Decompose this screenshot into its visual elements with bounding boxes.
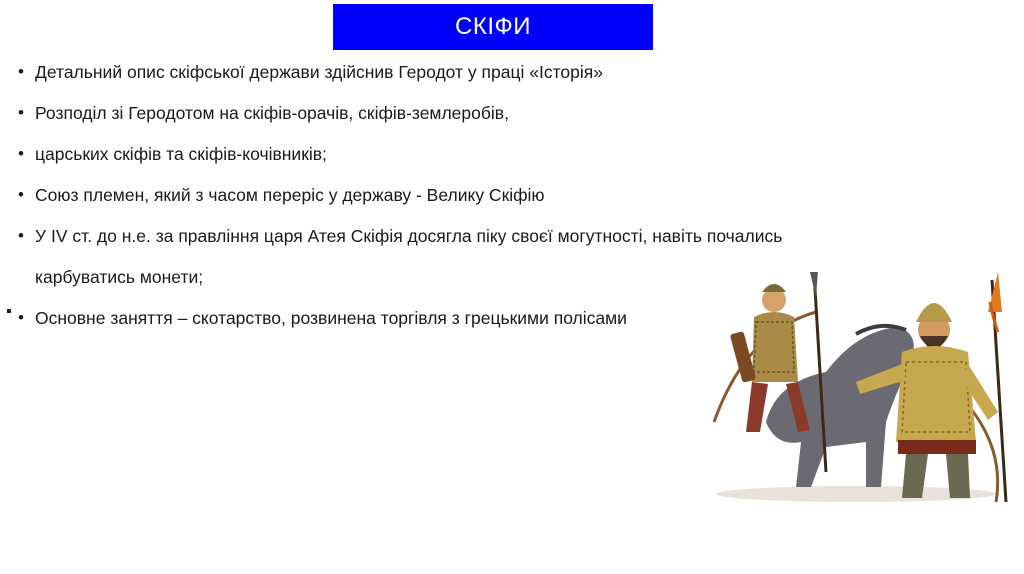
stray-mark: ▪: [6, 303, 12, 320]
bullet-text: царських скіфів та скіфів-кочівників;: [35, 144, 327, 164]
bullet-item: [18, 103, 748, 123]
scythian-warriors-illustration: [706, 272, 1024, 504]
bullet-text: Детальний опис скіфської держави здійснив Геродот у праці «Історія»: [35, 62, 603, 82]
bullet-marker: •: [18, 226, 24, 245]
bullet-text: карбуватись монети;: [35, 267, 204, 287]
slide-title: СКІФИ: [455, 13, 531, 40]
bullet-item: [18, 185, 748, 205]
slide-title-banner: [333, 4, 653, 50]
bullet-marker: •: [18, 62, 24, 81]
bullet-text: У IV ст. до н.е. за правління царя Атея Скіфія досягла піку своєї могутності, навіть почались: [35, 226, 783, 246]
bullet-continuation: [18, 267, 748, 287]
bullet-marker: •: [18, 185, 24, 204]
bullet-text: Союз племен, який з часом переріс у державу - Велику Скіфію: [35, 185, 545, 205]
bullet-item: [18, 226, 783, 246]
bullet-marker: •: [18, 308, 24, 327]
bullet-item: [18, 308, 748, 328]
bullet-text: Основне заняття – скотарство, розвинена торгівля з грецькими полісами: [35, 308, 627, 328]
bullet-list: [18, 62, 783, 349]
bullet-marker: •: [18, 103, 24, 122]
bullet-marker: •: [18, 144, 24, 163]
bullet-item: [18, 62, 748, 82]
bullet-item: [18, 144, 748, 164]
bullet-text: Розподіл зі Геродотом на скіфів-орачів, скіфів-землеробів,: [35, 103, 509, 123]
